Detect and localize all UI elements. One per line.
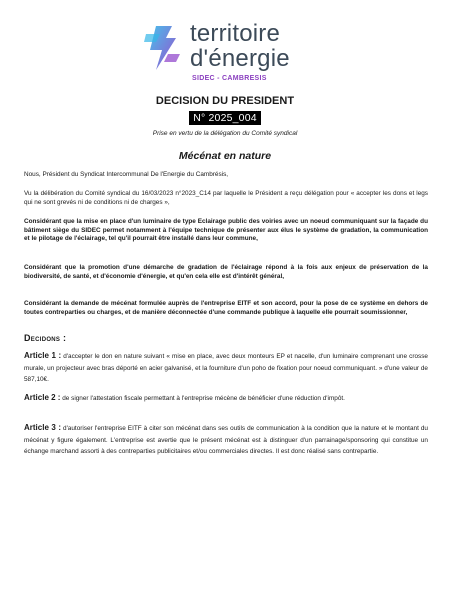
- delegation-note: Prise en vertu de la délégation du Comité syndical: [152, 130, 298, 137]
- decisions-heading: Decidons :: [24, 333, 67, 343]
- considerant-paragraph-3: Considérant la demande de mécénat formulée auprès de l'entreprise EITF et son accord, pour la pose de ce système en dehors de toutes contreparties ou charges, et de manière déconnectée d'une commande publique à laquelle elle pourrait soumissionner,: [24, 300, 428, 316]
- decision-number-wrapper: [0, 108, 450, 126]
- logo-line-2: d'énergie: [190, 45, 290, 72]
- decision-number: N° 2025_004: [189, 111, 261, 125]
- article-3-text: d'autoriser l'entreprise EITF à citer son mécénat dans ses outils de communication à la condition que la nature et le montant du mécénat y figure également. L'entreprise est avertie que le présent mécénat est à distinguer d'un parrainage/sponsoring qui constitue un échange marchand assorti à des contreparties publicitaires et/ou commerciales directes. Il est donc réalisé sans contrepartie.: [24, 425, 428, 455]
- logo-mark-icon: [142, 24, 184, 72]
- article-2: [24, 392, 428, 405]
- article-1-label: Article 1 :: [24, 351, 62, 360]
- article-1-text: d'accepter le don en nature suivant « mise en place, avec deux monteurs EP et nacelle, d'un luminaire comprenant une crosse murale, un projecteur avec bras déporté en acier galvanisé, et la fourniture d'un poho de fixation pour noeud communiquant. » d'une valeur de 587,10€.: [24, 353, 428, 383]
- vu-paragraph: Vu la délibération du Comité syndical du 16/03/2023 n°2023_C14 par laquelle le Président a reçu délégation pour « accepter les dons et legs qui ne sont grevés ni de conditions ni de charges »,: [24, 190, 428, 206]
- document-title: DECISION DU PRESIDENT: [155, 95, 295, 107]
- logo-subline: SIDEC - CAMBRESIS: [192, 75, 267, 82]
- article-1: [24, 350, 428, 386]
- considerant-paragraph-2: Considérant que la promotion d'une démarche de gradation de l'éclairage répond à la fois aux enjeux de préservation de la biodiversité, de santé, et d'économie d'énergie, et qu'en cela elle est d'intérêt général,: [24, 264, 428, 280]
- nous-paragraph: Nous, Président du Syndicat Intercommunal De l'Energie du Cambrésis,: [24, 171, 229, 178]
- article-2-text: de signer l'attestation fiscale permettant à l'entreprise mécène de bénéficier d'une réduction d'impôt.: [62, 395, 345, 402]
- logo: [142, 18, 320, 80]
- article-2-label: Article 2 :: [24, 393, 61, 402]
- considerant-paragraph-1: Considérant que la mise en place d'un luminaire de type Eclairage public des voiries avec un noeud communiquant sur la façade du bâtiment siège du SIDEC permet notamment à l'équipe technique de présenter aux élus le système de gradation, la communication et le pilotage de l'éclairage, tel qu'il pourrait être installé dans leur commune,: [24, 218, 428, 243]
- subject-heading: Mécénat en nature: [178, 150, 272, 162]
- article-3-label: Article 3 :: [24, 423, 61, 432]
- article-3: [24, 422, 428, 458]
- logo-line-1: territoire: [190, 20, 281, 47]
